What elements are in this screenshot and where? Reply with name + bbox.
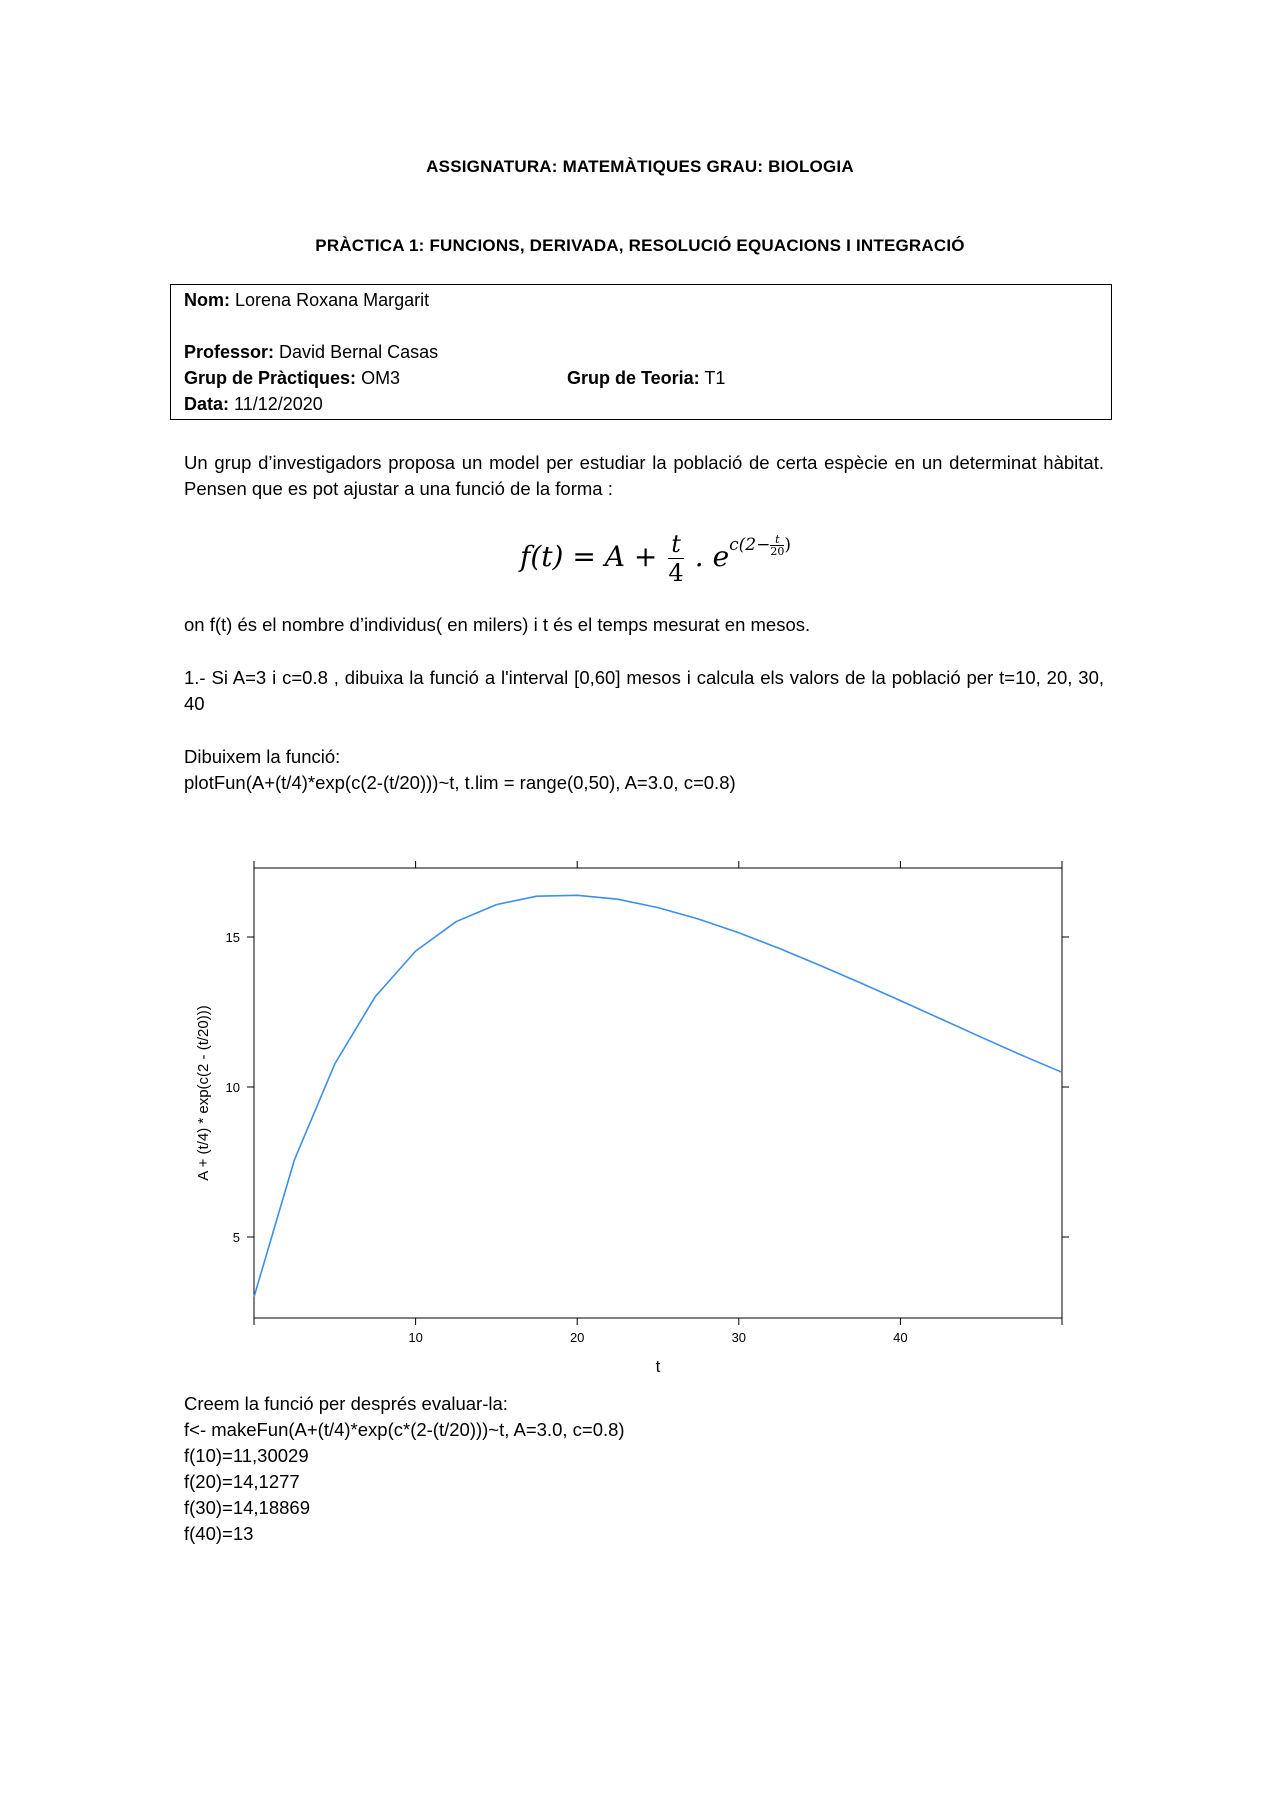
series-line (254, 895, 1062, 1297)
make-function-code: f<- makeFun(A+(t/4)*exp(c*(2-(t/20)))~t, A=3.0, c=0.8) (184, 1419, 625, 1440)
theory-group-label: Grup de Teoria: (567, 368, 700, 388)
definition-text: on f(t) és el nombre d’individus( en milers) i t és el temps mesurat en mesos. (184, 614, 811, 635)
formula-exponent-prefix: c(2− (729, 535, 771, 555)
y-tick-label: 5 (232, 1230, 240, 1245)
question-text: 1.- Si A=3 i c=0.8 , dibuixa la funció a l'interval [0,60] mesos i calcula els valors de la població per t=10, 20, 30, 40 (184, 667, 1104, 714)
professor-value: David Bernal Casas (279, 342, 439, 362)
function-plot (192, 858, 1092, 1378)
formula-exponent (729, 533, 792, 558)
x-tick-label: 10 (408, 1330, 423, 1345)
y-tick-label: 15 (225, 930, 240, 945)
create-function-label: Creem la funció per després evaluar-la: (184, 1393, 508, 1414)
practice-group-row (184, 365, 400, 391)
student-info-box (170, 284, 1112, 420)
formula-fraction-numerator: t (668, 530, 684, 559)
name-value: Lorena Roxana Margarit (235, 290, 430, 310)
model-formula (0, 520, 1280, 590)
result-f10: f(10)=11,30029 (184, 1445, 309, 1466)
intro-paragraph: Un grup d’investigadors proposa un model per estudiar la població de certa espècie en un determinat hàbitat. Pensen que es pot ajustar a una funció de la forma : (184, 452, 1104, 499)
practice-title: PRÀCTICA 1: FUNCIONS, DERIVADA, RESOLUCIÓ EQUACIONS I INTEGRACIÓ (315, 236, 965, 255)
y-tick-label: 10 (225, 1080, 240, 1095)
course-title: ASSIGNATURA: MATEMÀTIQUES GRAU: BIOLOGIA (426, 157, 854, 176)
professor-row (184, 339, 438, 365)
formula-exponent-fraction (770, 534, 784, 557)
result-f30: f(30)=14,18869 (184, 1497, 311, 1518)
professor-label: Professor: (184, 342, 275, 362)
formula-fraction-denominator: 4 (668, 559, 684, 587)
practice-group-value: OM3 (361, 368, 401, 388)
x-tick-label: 20 (569, 1330, 585, 1345)
theory-group-row (567, 365, 725, 391)
formula-exponent-denominator: 20 (770, 545, 785, 558)
y-axis-label: A + (t/4) * exp(c(2 - (t/20))) (195, 1005, 212, 1181)
name-label: Nom: (184, 290, 230, 310)
x-tick-label: 30 (731, 1330, 747, 1345)
formula-fraction (668, 530, 684, 587)
draw-label: Dibuixem la funció: (184, 746, 341, 767)
plot-code: plotFun(A+(t/4)*exp(c(2-(t/20)))~t, t.lim = range(0,50), A=3.0, c=0.8) (184, 772, 736, 793)
name-row (184, 287, 429, 313)
formula-exponential: . e (694, 540, 730, 573)
date-row (184, 391, 323, 417)
date-label: Data: (184, 394, 230, 414)
formula-exponent-suffix: ) (784, 535, 792, 555)
theory-group-value: T1 (704, 368, 726, 388)
result-f40: f(40)=13 (184, 1523, 254, 1544)
result-f20: f(20)=14,1277 (184, 1471, 300, 1492)
x-tick-label: 40 (893, 1330, 908, 1345)
formula-lhs: f(t) = A + (520, 540, 658, 573)
formula-exponent-numerator: t (770, 534, 784, 546)
date-value: 11/12/2020 (234, 394, 323, 414)
plot-frame (254, 868, 1062, 1318)
practice-group-label: Grup de Pràctiques: (184, 368, 357, 388)
x-axis-label: t (655, 1357, 661, 1376)
